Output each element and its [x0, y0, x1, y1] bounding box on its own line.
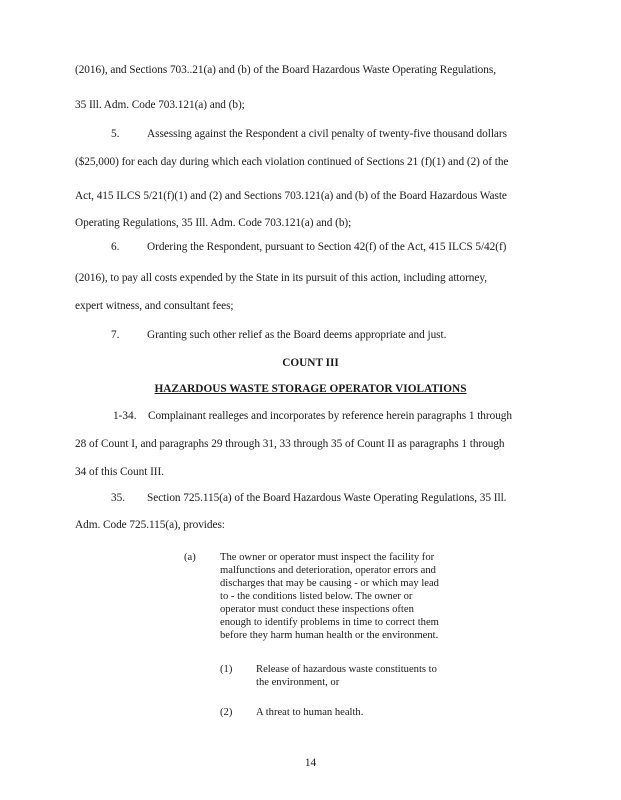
para35-line1: Section 725.115(a) of the Board Hazardous Waste Operating Regulations, 35 Ill.: [147, 492, 507, 504]
quote-item2-label: (2): [220, 707, 233, 718]
quote-a-line-4: to - the conditions listed below. The owner or: [220, 591, 413, 602]
para1-34-line3: 34 of this Count III.: [75, 466, 165, 478]
para1-34-number: 1-34.: [113, 410, 137, 422]
quote-a-line-6: enough to identify problems in time to correct them: [220, 617, 439, 628]
para35-number: 35.: [111, 492, 126, 504]
quote-a-line-2: malfunctions and deterioration, operator errors and: [220, 565, 436, 576]
para6-line3: expert witness, and consultant fees;: [75, 300, 234, 312]
quote-item1-line-2: the environment, or: [256, 677, 340, 688]
quote-item1-line-1: Release of hazardous waste constituents to: [256, 664, 437, 675]
para5-line1: Assessing against the Respondent a civil penalty of twenty-five thousand dollars: [147, 128, 507, 140]
para35-line2: Adm. Code 725.115(a), provides:: [75, 519, 225, 531]
para6-line2: (2016), to pay all costs expended by the State in its pursuit of this action, including attorney,: [75, 272, 488, 284]
para7-number: 7.: [111, 329, 120, 341]
count-subtitle: [0, 383, 621, 395]
quote-item2-line: A threat to human health.: [256, 707, 364, 718]
para4-line2: 35 Ill. Adm. Code 703.121(a) and (b);: [75, 99, 245, 111]
para4-line1: (2016), and Sections 703..21(a) and (b) of the Board Hazardous Waste Operating Regulations,: [75, 64, 496, 76]
page-number: 14: [304, 757, 317, 769]
para6-number: 6.: [111, 241, 120, 253]
para5-line4: Operating Regulations, 35 Ill. Adm. Code 703.121(a) and (b);: [75, 217, 352, 229]
para6-line1: Ordering the Respondent, pursuant to Section 42(f) of the Act, 415 ILCS 5/42(f): [147, 241, 507, 253]
para1-34-line2: 28 of Count I, and paragraphs 29 through 31, 33 through 35 of Count II as paragraphs 1 through: [75, 438, 505, 450]
quote-a-line-1: The owner or operator must inspect the facility for: [220, 552, 435, 563]
quote-item1-label: (1): [220, 664, 233, 675]
count-subtitle-text: HAZARDOUS WASTE STORAGE OPERATOR VIOLATIONS: [154, 383, 467, 395]
quote-a-line-5: operator must conduct these inspections often: [220, 604, 414, 615]
count-title: COUNT III: [282, 357, 339, 369]
para5-number: 5.: [111, 128, 120, 140]
para5-line2: ($25,000) for each day during which each violation continued of Sections 21 (f)(1) and (2) of the: [75, 156, 509, 168]
quote-a-line-7: before they harm human health or the environment.: [220, 630, 439, 641]
quote-a-line-3: discharges that may be causing - or which may lead: [220, 578, 439, 589]
para1-34-line1: Complainant realleges and incorporates by reference herein paragraphs 1 through: [148, 410, 512, 422]
quote-a-label: (a): [184, 552, 196, 563]
para7-line1: Granting such other relief as the Board deems appropriate and just.: [147, 329, 447, 341]
para5-line3: Act, 415 ILCS 5/21(f)(1) and (2) and Sections 703.121(a) and (b) of the Board Hazardous Waste: [75, 190, 507, 202]
